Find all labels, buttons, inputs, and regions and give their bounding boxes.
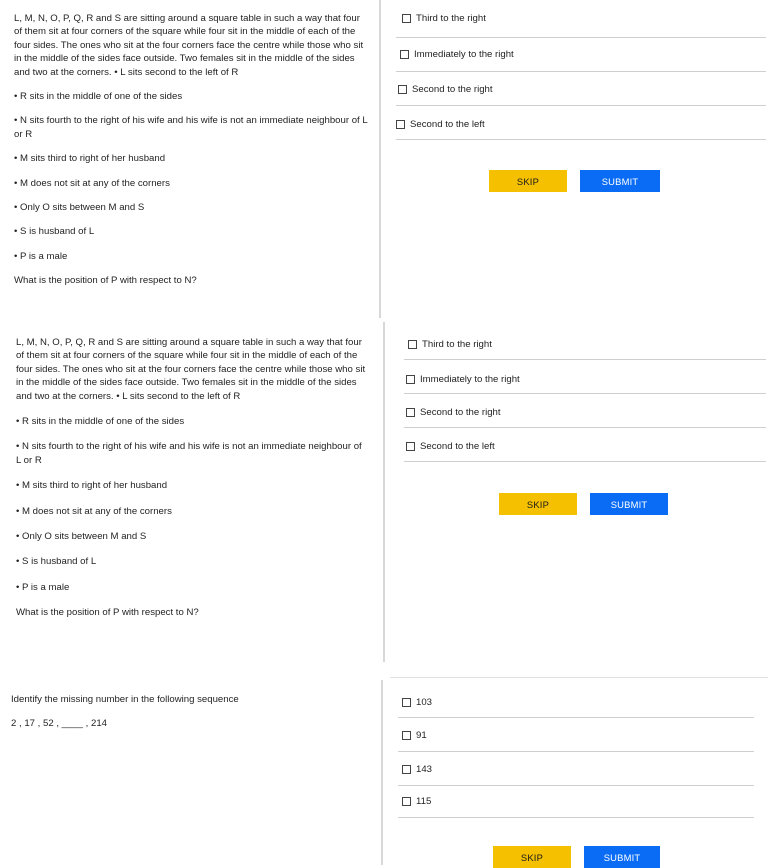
option-1[interactable]: Third to the right (408, 339, 492, 350)
question-panel-3 (0, 680, 768, 865)
fact-3: • M sits third to right of her husband (16, 480, 168, 492)
checkbox-icon[interactable] (408, 340, 417, 349)
question-text-1 (14, 12, 370, 288)
panel-divider (381, 680, 383, 865)
fact-7: • P is a male (14, 250, 68, 262)
option-row (396, 72, 766, 106)
fact-4: • M does not sit at any of the corners (16, 505, 172, 517)
question-panel-2 (0, 322, 768, 662)
sequence-series: 2 , 17 , 52 , ____ , 214 (11, 718, 108, 730)
sequence-prompt: Identify the missing number in the following sequence (11, 694, 239, 705)
skip-button[interactable]: SKIP (489, 170, 567, 192)
option-row (398, 684, 754, 718)
question-text-3 (11, 693, 371, 731)
option-2[interactable]: 91 (402, 730, 427, 741)
section-separator (390, 677, 768, 678)
option-3[interactable]: 143 (402, 764, 432, 775)
puzzle-intro: L, M, N, O, P, Q, R and S are sitting around a square table in such a way that four of them sit at four corners of the square while four sit in the middle of each of the four sides. The ones who sit at the four corners face the centre while those who sit in the middle of the sides face outside. Two females sit in the middle of the sides and two at the corners. • L sits second to the left of R (14, 13, 364, 78)
fact-5: • Only O sits between M and S (14, 202, 145, 214)
checkbox-icon[interactable] (398, 85, 407, 94)
option-row (404, 360, 766, 394)
checkbox-icon[interactable] (402, 797, 411, 806)
option-row (398, 718, 754, 752)
checkbox-icon[interactable] (396, 120, 405, 129)
option-3[interactable]: Second to the right (398, 84, 493, 95)
checkbox-icon[interactable] (400, 50, 409, 59)
fact-1: • R sits in the middle of one of the sides (16, 416, 185, 428)
checkbox-icon[interactable] (406, 408, 415, 417)
option-4[interactable]: Second to the left (406, 441, 495, 452)
fact-6: • S is husband of L (14, 226, 95, 238)
puzzle-intro: L, M, N, O, P, Q, R and S are sitting around a square table in such a way that four of them sit at four corners of the square while four sit in the middle of each of the four sides. The ones who sit at the four corners face the centre while those who sit in the middle of the sides face outside. Two females sit in the middle of the sides and two at the corners. • L sits second to the left of R (16, 337, 366, 402)
panel-divider (383, 322, 385, 662)
checkbox-icon[interactable] (406, 442, 415, 451)
checkbox-icon[interactable] (406, 375, 415, 384)
fact-4: • M does not sit at any of the corners (14, 177, 170, 189)
fact-5: • Only O sits between M and S (16, 531, 147, 543)
question-prompt: What is the position of P with respect to N? (16, 607, 199, 619)
option-row (398, 784, 754, 818)
option-row (396, 4, 766, 38)
option-row (398, 752, 754, 786)
question-prompt: What is the position of P with respect to N? (14, 275, 197, 287)
panel-divider (379, 0, 381, 318)
option-row (396, 106, 766, 140)
fact-2: • N sits fourth to the right of his wife and his wife is not an immediate neighbour of L or R (14, 115, 368, 140)
fact-2: • N sits fourth to the right of his wife and his wife is not an immediate neighbour of L or R (16, 441, 362, 466)
checkbox-icon[interactable] (402, 765, 411, 774)
fact-7: • P is a male (16, 581, 70, 593)
submit-button[interactable]: SUBMIT (584, 846, 660, 868)
option-row (404, 428, 766, 462)
option-4[interactable]: Second to the left (396, 119, 485, 130)
option-2[interactable]: Immediately to the right (406, 374, 520, 385)
option-1[interactable]: Third to the right (402, 13, 486, 24)
question-panel-1 (0, 0, 768, 318)
question-text-2 (16, 336, 368, 620)
fact-6: • S is husband of L (16, 556, 97, 568)
checkbox-icon[interactable] (402, 698, 411, 707)
option-1[interactable]: 103 (402, 697, 432, 708)
option-row (404, 394, 766, 428)
option-4[interactable]: 115 (402, 796, 431, 807)
skip-button[interactable]: SKIP (499, 493, 577, 515)
fact-3: • M sits third to right of her husband (14, 153, 166, 165)
option-3[interactable]: Second to the right (406, 407, 501, 418)
skip-button[interactable]: SKIP (493, 846, 571, 868)
option-row (396, 38, 766, 72)
option-row (404, 326, 766, 360)
checkbox-icon[interactable] (402, 731, 411, 740)
checkbox-icon[interactable] (402, 14, 411, 23)
submit-button[interactable]: SUBMIT (590, 493, 668, 515)
submit-button[interactable]: SUBMIT (580, 170, 660, 192)
fact-1: • R sits in the middle of one of the sides (14, 91, 183, 103)
option-2[interactable]: Immediately to the right (400, 49, 514, 60)
